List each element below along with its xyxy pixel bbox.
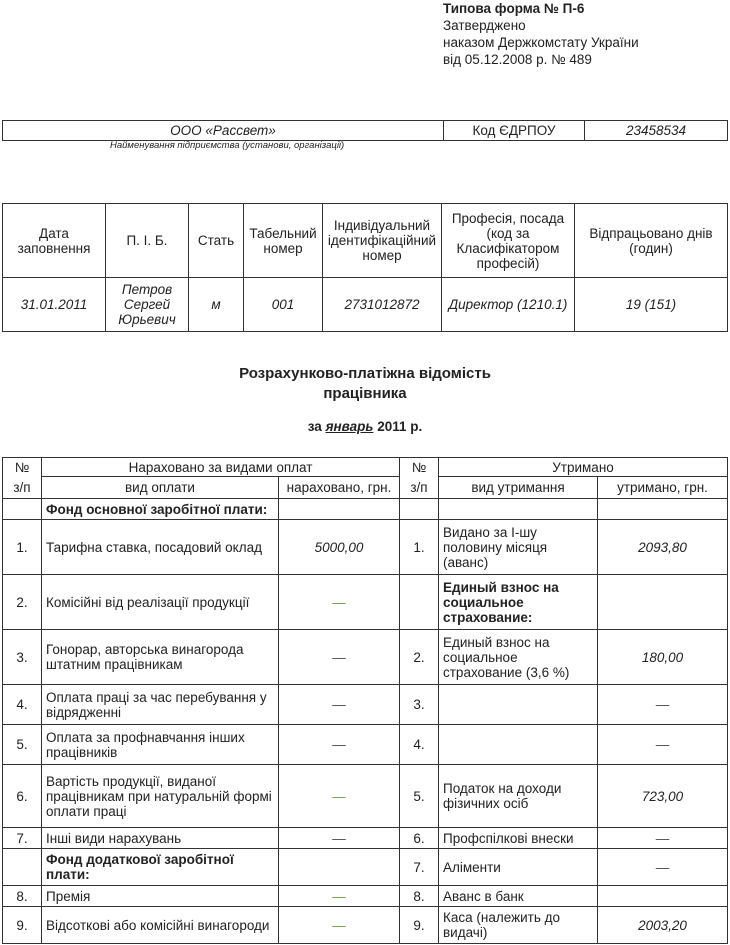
- accrual-amount: —: [279, 907, 400, 944]
- right-row-number: 6.: [400, 828, 439, 849]
- period-suffix: р.: [406, 419, 423, 434]
- payroll-row: [3, 630, 728, 685]
- right-row-number: 8.: [400, 886, 439, 907]
- right-row-number: 5.: [400, 765, 439, 828]
- deduction-amount: 180,00: [598, 630, 728, 685]
- left-row-number: 6.: [3, 765, 42, 828]
- right-row-number: 4.: [400, 725, 439, 765]
- fill-date: 31.01.2011: [3, 278, 106, 332]
- accrual-name: Вартість продукції, виданої працівникам при натуральній формі оплати праці: [42, 765, 279, 828]
- right-row-number: 9.: [400, 907, 439, 944]
- accrual-amount: —: [279, 630, 400, 685]
- org-name: ООО «Рассвет»: [3, 121, 444, 141]
- payroll-row: [3, 886, 728, 907]
- payroll-row: [3, 499, 728, 520]
- left-row-number: 4.: [3, 685, 42, 725]
- left-row-number: 5.: [3, 725, 42, 765]
- accrual-name: Фонд додаткової заробітної плати:: [42, 849, 279, 886]
- right-row-number: 2.: [400, 630, 439, 685]
- deduction-name: Податок на доходи фізичних осіб: [439, 765, 598, 828]
- deduction-amount: —: [598, 725, 728, 765]
- deduction-amount: [598, 499, 728, 520]
- left-row-number: 8.: [3, 886, 42, 907]
- right-no-label: №: [411, 460, 427, 475]
- edrpou-code: 23458534: [585, 121, 728, 141]
- accrual-amount: —: [279, 685, 400, 725]
- accrual-name: Гонорар, авторська винагорода штатним працівникам: [42, 630, 279, 685]
- accrual-name: Інші види нарахувань: [42, 828, 279, 849]
- accrual-amount: —: [279, 725, 400, 765]
- accrued-col1: вид оплати: [42, 477, 279, 499]
- accrual-amount: —: [279, 575, 400, 630]
- accrued-col2: нараховано, грн.: [279, 477, 400, 499]
- left-row-number: 2.: [3, 575, 42, 630]
- order-date: від 05.12.2008 р. № 489: [443, 52, 592, 67]
- gender: м: [189, 278, 244, 332]
- right-row-number: [400, 499, 439, 520]
- withheld-head: Утримано: [439, 458, 728, 477]
- header-full-name: П. І. Б.: [106, 204, 189, 278]
- deduction-amount: —: [598, 828, 728, 849]
- deduction-name: Единый взнос на социальное страхование (3,6 %): [439, 630, 598, 685]
- right-row-number: 1.: [400, 520, 439, 575]
- accrual-name: Оплата праці за час перебування у відрядженні: [42, 685, 279, 725]
- deduction-amount: 2003,20: [598, 907, 728, 944]
- left-row-number: [3, 499, 42, 520]
- right-no-head: [400, 458, 439, 499]
- period: [0, 419, 730, 434]
- edrpou-label: Код ЄДРПОУ: [444, 121, 585, 141]
- header-tab-number: Табельний номер: [244, 204, 323, 278]
- deduction-name: [439, 725, 598, 765]
- header-gender: Стать: [189, 204, 244, 278]
- worked-days: 19 (151): [575, 278, 728, 332]
- left-row-number: 9.: [3, 907, 42, 944]
- order-label: наказом Держкомстату України: [443, 35, 639, 50]
- header-worked-days: Відпрацьовано днів (годин): [575, 204, 728, 278]
- title-line-1: Розрахунково-платіжна відомість: [239, 365, 491, 382]
- position: Директор (1210.1): [442, 278, 575, 332]
- form-number: Типова форма № П-6: [443, 1, 585, 16]
- period-year: 2011: [377, 419, 407, 434]
- left-row-number: 1.: [3, 520, 42, 575]
- deduction-amount: 723,00: [598, 765, 728, 828]
- deduction-name: Аванс в банк: [439, 886, 598, 907]
- left-row-number: [3, 849, 42, 886]
- right-row-number: 7.: [400, 849, 439, 886]
- left-no-sub: з/п: [13, 480, 31, 495]
- payroll-row: [3, 685, 728, 725]
- payroll-row: [3, 575, 728, 630]
- accrual-amount: —: [279, 765, 400, 828]
- accrual-amount: —: [279, 886, 400, 907]
- payroll-row: [3, 520, 728, 575]
- accrual-name: Відсоткові або комісійні винагороди: [42, 907, 279, 944]
- approved-label: Затверджено: [443, 18, 526, 33]
- right-no-sub: з/п: [410, 480, 428, 495]
- org-caption: Найменування підприємства (установи, організації): [110, 140, 345, 151]
- accrual-amount: —: [279, 828, 400, 849]
- deduction-amount: —: [598, 685, 728, 725]
- accrual-name: Фонд основної заробітної плати:: [42, 499, 279, 520]
- left-no-label: №: [14, 460, 30, 475]
- deduction-name: Единый взнос на социальное страхование:: [439, 575, 598, 630]
- header-fill-date: Дата заповнення: [3, 204, 106, 278]
- left-row-number: 3.: [3, 630, 42, 685]
- accrual-name: Комісійні від реалізації продукції: [42, 575, 279, 630]
- left-no-head: [3, 458, 42, 499]
- deduction-name: Профспілкові внески: [439, 828, 598, 849]
- deduction-amount: [598, 886, 728, 907]
- title-line-2: працівника: [323, 385, 407, 402]
- right-row-number: 3.: [400, 685, 439, 725]
- deduction-name: [439, 685, 598, 725]
- full-name: Петров Сергей Юрьевич: [106, 278, 189, 332]
- deduction-amount: —: [598, 849, 728, 886]
- accrual-name: Тарифна ставка, посадовий оклад: [42, 520, 279, 575]
- payroll-row: [3, 828, 728, 849]
- header-tax-id: Індивідуальний ідентифікаційний номер: [323, 204, 442, 278]
- accrual-name: Оплата за профнавчання інших працівників: [42, 725, 279, 765]
- deduction-amount: [598, 575, 728, 630]
- accrual-amount: 5000,00: [279, 520, 400, 575]
- page-title: [0, 364, 730, 404]
- payroll-row: [3, 849, 728, 886]
- form-header: [443, 0, 639, 68]
- deduction-name: Аліменти: [439, 849, 598, 886]
- deduction-name: Каса (належить до видачі): [439, 907, 598, 944]
- deduction-name: Видано за І-шу половину місяця (аванс): [439, 520, 598, 575]
- payroll-table: [2, 457, 728, 944]
- payroll-row: [3, 907, 728, 944]
- withheld-col1: вид утримання: [439, 477, 598, 499]
- tab-number: 001: [244, 278, 323, 332]
- payroll-row: [3, 765, 728, 828]
- withheld-col2: утримано, грн.: [598, 477, 728, 499]
- period-prefix: за: [307, 419, 326, 434]
- deduction-amount: 2093,80: [598, 520, 728, 575]
- tax-id: 2731012872: [323, 278, 442, 332]
- header-position: Професія, посада (код за Класифікатором професій): [442, 204, 575, 278]
- accrual-amount: [279, 849, 400, 886]
- accrual-amount: [279, 499, 400, 520]
- employee-table: [2, 203, 728, 332]
- deduction-name: [439, 499, 598, 520]
- accrual-name: Премія: [42, 886, 279, 907]
- left-row-number: 7.: [3, 828, 42, 849]
- org-table: [2, 120, 728, 141]
- right-row-number: [400, 575, 439, 630]
- period-month: январь: [325, 419, 374, 434]
- accrued-head: Нараховано за видами оплат: [42, 458, 400, 477]
- payroll-row: [3, 725, 728, 765]
